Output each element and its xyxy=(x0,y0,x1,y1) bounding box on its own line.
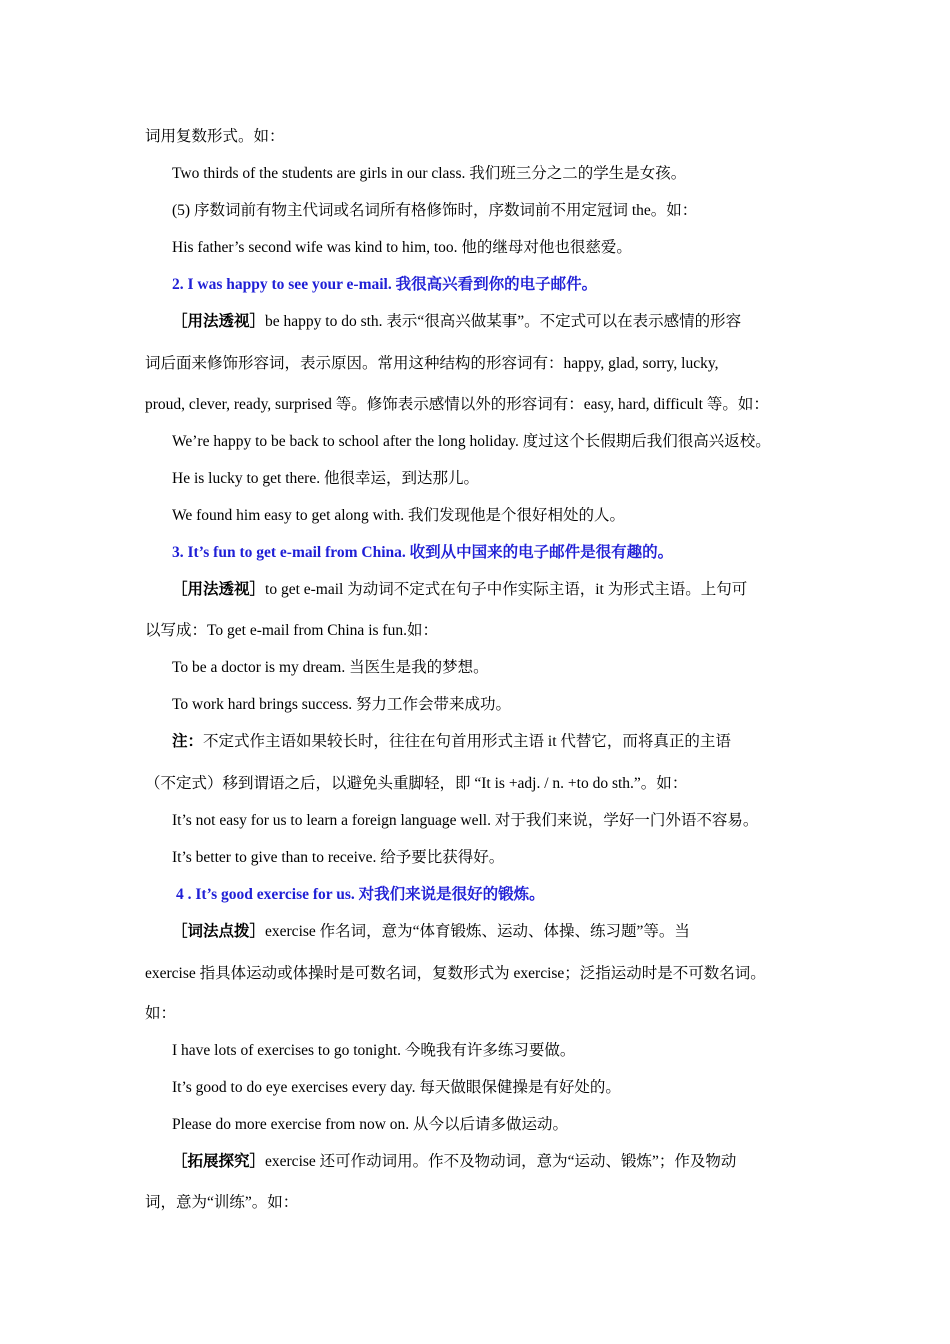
paragraph-line: proud, clever, ready, surprised 等。修饰表示感情以外的形容词有：easy, hard, difficult 等。如： xyxy=(145,396,769,413)
paragraph-line: 词用复数形式。如： xyxy=(145,128,285,145)
usage-label: ［拓展探究］ xyxy=(172,1153,266,1170)
note-label: 注： xyxy=(172,733,204,750)
example-sentence: To be a doctor is my dream. 当医生是我的梦想。 xyxy=(172,659,489,676)
usage-paragraph-line: ［用法透视］be happy to do sth. 表示“很高兴做某事”。不定式可以在表示感情的形容 xyxy=(172,313,742,330)
example-sentence: His father’s second wife was kind to him, too. 他的继母对他也很慈爱。 xyxy=(172,239,632,256)
section-heading-3: 3. It’s fun to get e-mail from China. 收到从中国来的电子邮件是很有趣的。 xyxy=(172,544,674,561)
usage-label: ［用法透视］ xyxy=(172,313,266,330)
paragraph-line: (5) 序数词前有物主代词或名词所有格修饰时，序数词前不用定冠词 the。如： xyxy=(172,202,698,219)
paragraph-line: 词后面来修饰形容词，表示原因。常用这种结构的形容词有：happy, glad, sorry, lucky, xyxy=(145,355,719,372)
example-sentence: I have lots of exercises to go tonight. 今晚我有许多练习要做。 xyxy=(172,1042,576,1059)
example-sentence: It’s not easy for us to learn a foreign language well. 对于我们来说，学好一门外语不容易。 xyxy=(172,812,759,829)
paragraph-line: 词，意为“训练”。如： xyxy=(145,1194,299,1211)
paragraph-line: 以写成：To get e-mail from China is fun.如： xyxy=(145,622,438,639)
example-sentence: To work hard brings success. 努力工作会带来成功。 xyxy=(172,696,512,713)
example-sentence: It’s good to do eye exercises every day. 每天做眼保健操是有好处的。 xyxy=(172,1079,621,1096)
paragraph-line: 如： xyxy=(145,1005,177,1022)
usage-paragraph-line: ［用法透视］to get e-mail 为动词不定式在句子中作实际主语，it 为形式主语。上句可 xyxy=(172,581,748,598)
example-sentence: Please do more exercise from now on. 从今以后请多做运动。 xyxy=(172,1116,569,1133)
usage-label: ［词法点拨］ xyxy=(172,923,266,940)
example-sentence: We found him easy to get along with. 我们发现他是个很好相处的人。 xyxy=(172,507,625,524)
usage-label: ［用法透视］ xyxy=(172,581,266,598)
paragraph-line: exercise 指具体运动或体操时是可数名词，复数形式为 exercise；泛指运动时是不可数名词。 xyxy=(145,965,766,982)
section-heading-4: 4 . It’s good exercise for us. 对我们来说是很好的锻炼。 xyxy=(176,886,545,903)
paragraph-line: （不定式）移到谓语之后，以避免头重脚轻，即 “It is +adj. / n. +to do sth.”。如： xyxy=(145,775,688,792)
usage-paragraph-line: ［拓展探究］exercise 还可作动词用。作不及物动词，意为“运动、锻炼”；作及物动 xyxy=(172,1153,737,1170)
example-sentence: He is lucky to get there. 他很幸运，到达那儿。 xyxy=(172,470,479,487)
usage-paragraph-line: ［词法点拨］exercise 作名词，意为“体育锻炼、运动、体操、练习题”等。当 xyxy=(172,923,690,940)
example-sentence: It’s better to give than to receive. 给予要比获得好。 xyxy=(172,849,505,866)
section-heading-2: 2. I was happy to see your e-mail. 我很高兴看到你的电子邮件。 xyxy=(172,276,598,293)
example-sentence: Two thirds of the students are girls in our class. 我们班三分之二的学生是女孩。 xyxy=(172,165,687,182)
example-sentence: We’re happy to be back to school after the long holiday. 度过这个长假期后我们很高兴返校。 xyxy=(172,433,771,450)
note-paragraph-line: 注：不定式作主语如果较长时，往往在句首用形式主语 it 代替它，而将真正的主语 xyxy=(172,733,731,750)
